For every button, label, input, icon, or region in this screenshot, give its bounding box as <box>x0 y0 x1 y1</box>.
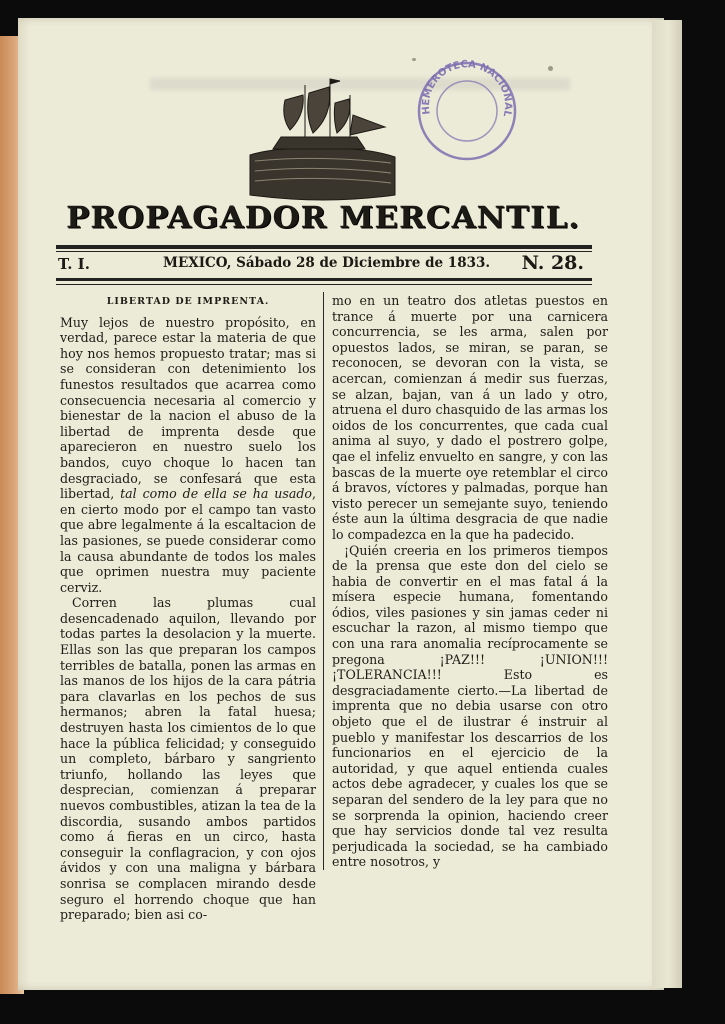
ink-spot <box>548 66 553 71</box>
volume-label: T. I. <box>58 255 90 273</box>
issue-date: MEXICO, Sábado 28 de Diciembre de 1833. <box>163 255 491 271</box>
ink-spot <box>412 58 416 61</box>
paragraph <box>60 315 316 596</box>
paragraph: ¡Quién creeria en los primeros tiempos de la prensa que este don del cielo se habia de convertir en el mas fatal á la mísera especie humana, fomentando ódios, viles pasiones y sin jamas ceder ni escuchar la razon, al mismo tiempo que con una rara anomalia recíprocamente se pregona ¡PAZ!!! ¡UNION!!! ¡TOLERANCIA!!! Esto es desgraciadamente cierto.—La libertad de imprenta que no debia usarse con otro objeto que el de ilustrar é instruir al pueblo y manifestar los descarrios de los funcionarios en el ejercicio de la autoridad, y que aquel entienda cuales actos debe agradecer, y cuales los que se separan del sendero de la ley para que no se sorprenda la opinion, haciendo creer que hay servicios donde tal vez resulta perjudicada la sociedad, se ha cambiado entre nosotros, y <box>332 542 608 870</box>
text-run: Muy lejos de nuestro propósito, en verdad, parece estar la materia de que hoy nos hemos propuesto tratar; mas si se consideran con detenimiento los funestos resultados que acarrea como consecuencia necesaria al comercio y bienestar de la nacion el abuso de la libertad de imprenta desde que aparecieron en nuestro suelo los bandos, cuyo choque lo hacen tan desgraciado, se confesará que esta libertad, <box>60 314 316 502</box>
left-column <box>60 293 316 923</box>
right-column <box>332 293 608 873</box>
column-divider <box>323 292 324 870</box>
text-run: , en cierto modo por el campo tan vasto que abre legalmente á la escaltacion de las pasiones, se puede considerar como la causa abundante de todos los males que oprimen nuestra muy paciente cerviz. <box>60 486 316 595</box>
svg-text:HEMEROTECA NACIONAL <box>421 59 513 118</box>
dateline-rule-thin <box>56 284 592 285</box>
dateline <box>58 252 590 276</box>
stamp-text: HEMEROTECA NACIONAL <box>420 59 514 118</box>
article-title: LIBERTAD DE IMPRENTA. <box>106 296 270 307</box>
newspaper-title: PROPAGADOR MERCANTIL. <box>65 200 581 236</box>
page-edge <box>652 20 682 988</box>
paragraph: Corren las plumas cual desencadenado aquilon, llevando por todas partes la desolacion y la muerte. Ellas son las que preparan los campos terribles de batalla, ponen las armas en las manos de los hijos de la cara pátria para clavarlas en los pechos de sus hermanos; abren la fatal huesa; destruyen hasta los cimientos de lo que hace la pública felicidad; y conseguido un completo, bárbaro y sangriento triunfo, hollando las leyes que desprecian, comienzan á preparar nuevos combustibles, atizan la tea de la discordia, susando ambos partidos como á fieras en un circo, hasta conseguir la conflagracion, y con ojos ávidos y con una maligna y bárbara sonrisa se complacen mirando desde seguro el horrendo choque que han preparado; bien asi co- <box>60 595 316 923</box>
library-stamp <box>412 56 522 166</box>
paragraph: mo en un teatro dos atletas puestos en trance á muerte por una carnicera concurrencia, se les arma, salen por opuestos lados, se miran, se paran, se reconocen, se devoran con la vista, se acercan, comienzan á medir sus fuerzas, se alzan, bajan, van á un lado y otro, atruena el duro chasquido de las armas los oidos de los concurrentes, que cada cual anima al suyo, y dado el postrero golpe, qae el infeliz envuelto en sangre, y con las bascas de la muerte oye retemblar el circo á bravos, víctores y palmadas, porque han visto perecer un semejante suyo, teniendo éste aun la última desgracia de que nadie lo compadezca en la que ha padecido. <box>332 293 608 542</box>
ship-engraving-icon <box>245 75 400 205</box>
italic-text: tal como de ella se ha usado <box>120 486 312 502</box>
title-rule <box>56 245 592 249</box>
issue-number: N. 28. <box>521 252 584 274</box>
dateline-rule <box>56 278 592 281</box>
